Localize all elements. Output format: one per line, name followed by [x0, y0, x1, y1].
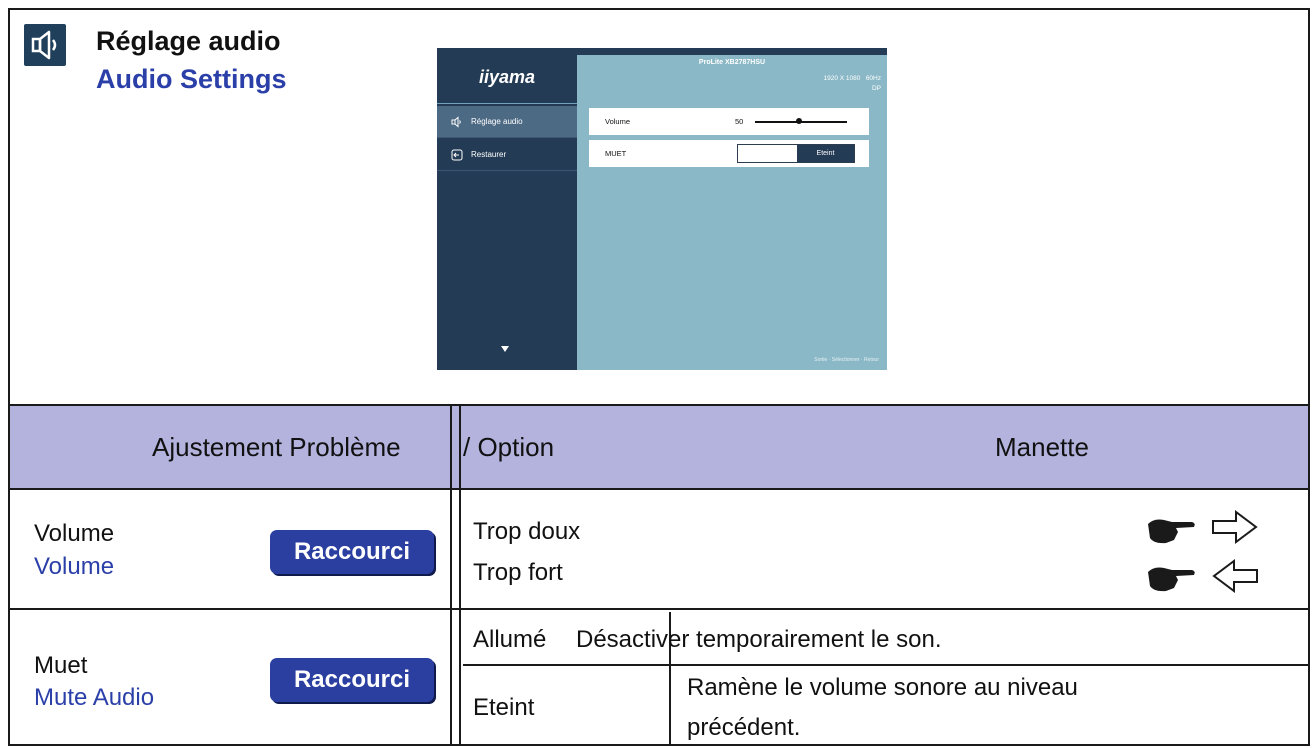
- osd-volume-label: Volume: [605, 117, 631, 126]
- osd-menu-label: Restaurer: [471, 150, 507, 159]
- speaker-icon: [451, 116, 463, 128]
- option-off-desc-line2: précédent.: [687, 714, 801, 741]
- option-off: Eteint: [473, 694, 535, 721]
- arrow-left-icon[interactable]: [1210, 558, 1260, 594]
- osd-volume-row[interactable]: [589, 108, 869, 135]
- speaker-icon: [24, 24, 66, 66]
- osd-menu-label: Réglage audio: [471, 117, 523, 126]
- hand-pointer-icon: [1146, 514, 1198, 546]
- osd-menu-item-restore[interactable]: [437, 139, 577, 171]
- option-too-loud: Trop fort: [473, 559, 563, 586]
- restore-icon: [451, 149, 463, 161]
- section-header: [10, 10, 1308, 406]
- row-name-fr: Muet: [34, 652, 88, 679]
- table-row-volume: [10, 492, 1308, 610]
- shortcut-badge: Raccourci: [270, 530, 434, 574]
- row-name-en: Mute Audio: [34, 684, 155, 711]
- option-on: Allumé: [473, 626, 547, 653]
- osd-screenshot: [437, 48, 887, 370]
- mute-toggle[interactable]: [737, 144, 855, 163]
- osd-logo: iiyama: [437, 48, 577, 104]
- hand-pointer-icon: [1146, 562, 1198, 594]
- osd-menu-item-audio[interactable]: [437, 106, 577, 138]
- row-name-fr: Volume: [34, 520, 115, 547]
- option-off-desc-line1: Ramène le volume sonore au niveau: [687, 674, 1078, 701]
- osd-mute-label: MUET: [605, 149, 627, 158]
- osd-refresh: 60Hz: [865, 75, 881, 82]
- page-title-en: Audio Settings: [96, 64, 287, 94]
- osd-sidebar: [437, 48, 577, 370]
- page-title-fr: Réglage audio: [96, 26, 281, 56]
- osd-footer-hints: Sortie · Sélectionner · Retour: [814, 357, 879, 363]
- osd-model: ProLite XB2787HSU: [698, 59, 766, 66]
- volume-slider-knob[interactable]: [796, 118, 802, 124]
- osd-input: DP: [871, 85, 881, 92]
- option-too-soft: Trop doux: [473, 518, 581, 545]
- mute-toggle-state: Eteint: [797, 145, 854, 162]
- osd-signal-info: [824, 74, 881, 94]
- osd-volume-value: 50: [735, 117, 744, 126]
- table-header-option: / Option: [463, 432, 555, 462]
- scroll-down-icon[interactable]: [501, 346, 509, 352]
- arrow-right-icon[interactable]: [1210, 509, 1260, 545]
- row-name-en: Volume: [34, 553, 115, 580]
- osd-resolution: 1920 X 1080: [823, 75, 861, 82]
- osd-topbar: [577, 48, 887, 55]
- page-frame: [8, 8, 1310, 746]
- table-header-control: Manette: [995, 432, 1089, 462]
- osd-mute-row[interactable]: [589, 140, 869, 167]
- table-header-adjustment: Ajustement Problème: [152, 432, 401, 462]
- option-on-desc: Désactiver temporairement le son.: [576, 626, 942, 653]
- shortcut-badge: Raccourci: [270, 658, 434, 702]
